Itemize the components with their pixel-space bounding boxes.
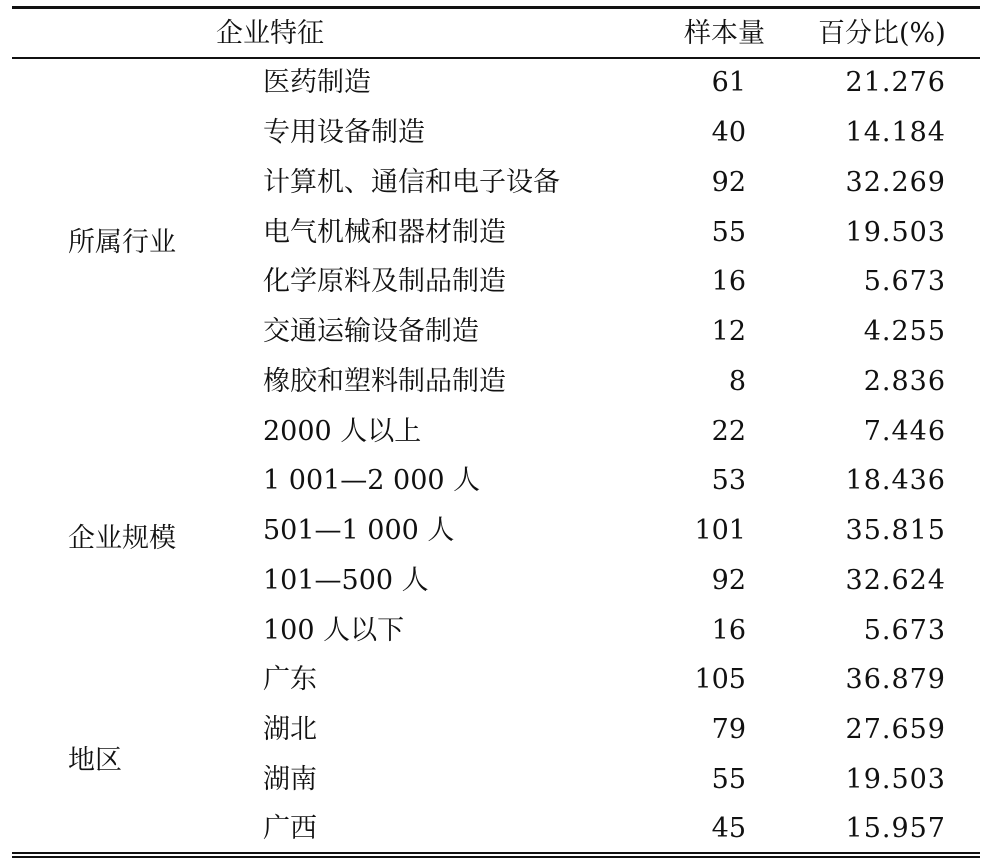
row-name: 计算机、通信和电子设备 (263, 167, 560, 198)
row-count: 55 (711, 764, 746, 795)
row-count: 8 (728, 366, 746, 397)
row-percent: 2.836 (863, 366, 946, 397)
row-count: 79 (711, 714, 746, 745)
group-label-region: 地区 (68, 745, 122, 776)
row-percent: 35.815 (845, 515, 946, 546)
header-feature: 企业特征 (216, 18, 324, 49)
row-name: 交通运输设备制造 (263, 316, 479, 347)
row-count: 55 (711, 217, 746, 248)
row-name: 橡胶和塑料制品制造 (263, 366, 506, 397)
table-row (0, 765, 992, 815)
row-name: 医药制造 (263, 67, 371, 98)
table-row (0, 68, 992, 118)
row-name: 1 001—2 000 人 (263, 465, 481, 496)
row-percent: 7.446 (863, 416, 946, 447)
row-name: 专用设备制造 (263, 117, 425, 148)
table-row (0, 665, 992, 715)
row-name: 100 人以下 (263, 615, 405, 646)
table-row (0, 317, 992, 367)
table-top-rule (12, 6, 980, 9)
row-count: 40 (711, 117, 746, 148)
row-count: 16 (711, 266, 746, 297)
row-name: 电气机械和器材制造 (263, 217, 506, 248)
row-percent: 36.879 (845, 664, 946, 695)
row-name: 化学原料及制品制造 (263, 266, 506, 297)
row-percent: 15.957 (845, 813, 946, 844)
group-label-industry: 所属行业 (68, 227, 176, 258)
table-row (0, 168, 992, 218)
row-percent: 18.436 (845, 465, 946, 496)
table-row (0, 267, 992, 317)
table-row (0, 118, 992, 168)
table-row (0, 218, 992, 268)
row-count: 45 (711, 813, 746, 844)
row-name: 广东 (263, 664, 317, 695)
row-percent: 4.255 (863, 316, 946, 347)
row-name: 广西 (263, 813, 317, 844)
row-percent: 5.673 (863, 615, 946, 646)
row-name: 501—1 000 人 (263, 515, 455, 546)
row-name: 湖南 (263, 764, 317, 795)
table-bottom-rule-double (12, 856, 980, 858)
row-name: 湖北 (263, 714, 317, 745)
row-percent: 5.673 (863, 266, 946, 297)
table-row (0, 466, 992, 516)
table-row (0, 715, 992, 765)
row-percent: 21.276 (845, 67, 946, 98)
row-name: 101—500 人 (263, 565, 429, 596)
row-percent: 32.269 (845, 167, 946, 198)
row-count: 92 (711, 565, 746, 596)
table-header-rule (12, 57, 980, 59)
row-percent: 32.624 (845, 565, 946, 596)
row-name: 2000 人以上 (263, 416, 422, 447)
table-row (0, 566, 992, 616)
row-count: 53 (711, 465, 746, 496)
row-count: 61 (711, 67, 746, 98)
row-count: 105 (694, 664, 746, 695)
row-count: 12 (711, 316, 746, 347)
row-percent: 19.503 (845, 764, 946, 795)
group-label-size: 企业规模 (68, 523, 176, 554)
row-count: 16 (711, 615, 746, 646)
row-percent: 27.659 (845, 714, 946, 745)
row-count: 101 (694, 515, 746, 546)
table-row (0, 367, 992, 417)
header-percentage: 百分比(%) (818, 18, 946, 49)
row-percent: 14.184 (845, 117, 946, 148)
row-count: 22 (711, 416, 746, 447)
table-row (0, 417, 992, 467)
header-sample-size: 样本量 (684, 18, 765, 49)
table-row (0, 616, 992, 666)
row-count: 92 (711, 167, 746, 198)
table-bottom-rule (12, 852, 980, 854)
table-row (0, 516, 992, 566)
row-percent: 19.503 (845, 217, 946, 248)
